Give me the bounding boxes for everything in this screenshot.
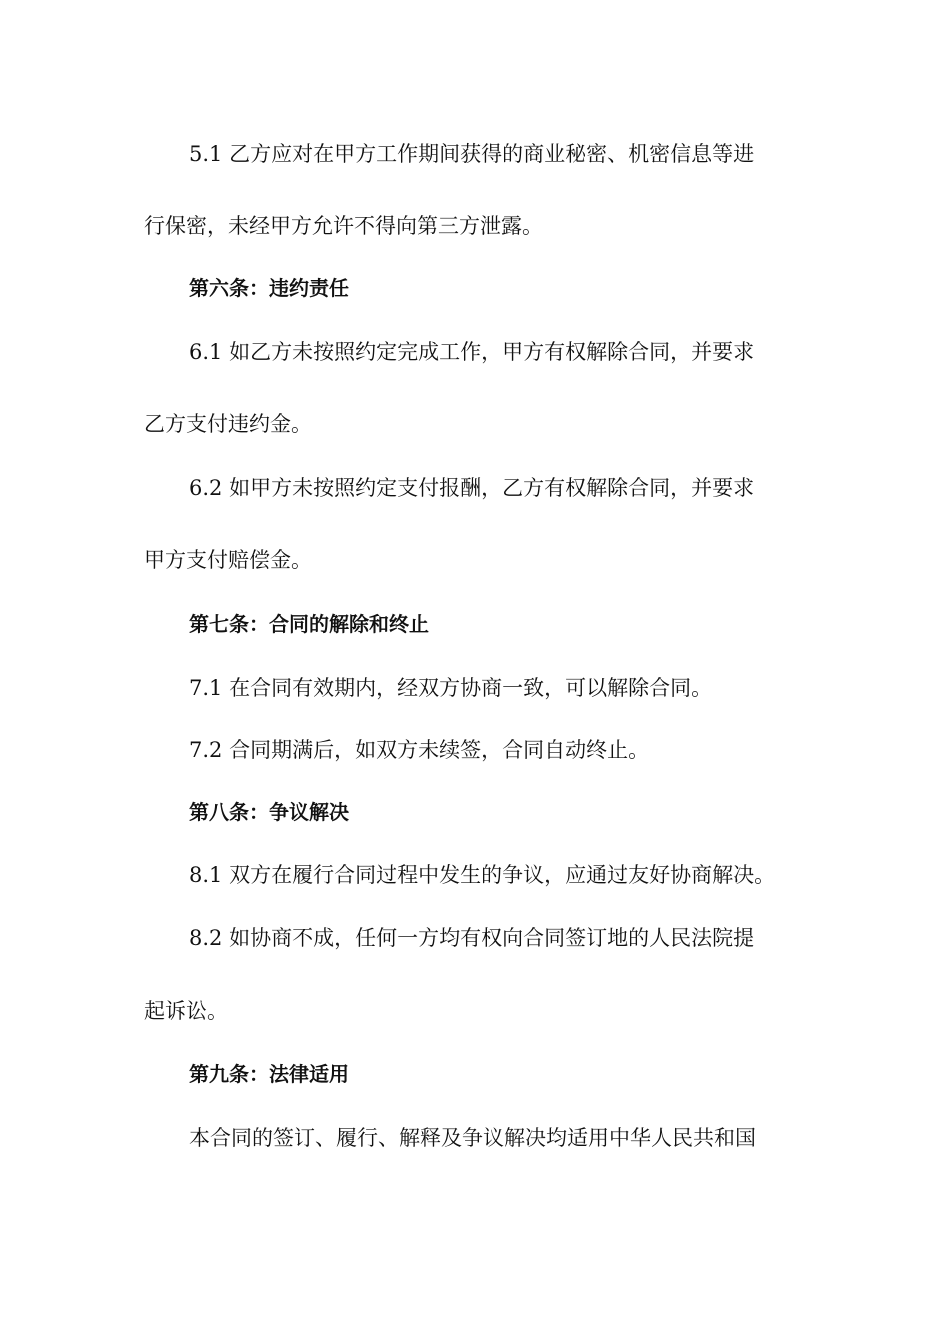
clause-5-1-line-1: 5.1 乙方应对在甲方工作期间获得的商业秘密、机密信息等进 (189, 142, 755, 166)
clause-7-1: 7.1 在合同有效期内，经双方协商一致，可以解除合同。 (189, 676, 713, 700)
article-9-heading: 第九条：法律适用 (189, 1062, 349, 1086)
article-8-heading: 第八条：争议解决 (189, 800, 349, 824)
clause-6-2-line-2: 甲方支付赔偿金。 (144, 548, 312, 572)
article-7-heading: 第七条：合同的解除和终止 (189, 612, 429, 636)
article-6-heading: 第六条：违约责任 (189, 276, 349, 300)
clause-8-2-line-1: 8.2 如协商不成，任何一方均有权向合同签订地的人民法院提 (189, 926, 755, 950)
clause-8-1: 8.1 双方在履行合同过程中发生的争议，应通过友好协商解决。 (189, 863, 776, 887)
clause-6-1-line-2: 乙方支付违约金。 (144, 412, 312, 436)
clause-7-2: 7.2 合同期满后，如双方未续签，合同自动终止。 (189, 738, 650, 762)
clause-6-2-line-1: 6.2 如甲方未按照约定支付报酬，乙方有权解除合同，并要求 (189, 476, 755, 500)
clause-8-2-line-2: 起诉讼。 (144, 999, 228, 1023)
clause-5-1-line-2: 行保密，未经甲方允许不得向第三方泄露。 (144, 214, 543, 238)
clause-6-1-line-1: 6.1 如乙方未按照约定完成工作，甲方有权解除合同，并要求 (189, 340, 755, 364)
article-9-text: 本合同的签订、履行、解释及争议解决均适用中华人民共和国 (189, 1126, 756, 1150)
